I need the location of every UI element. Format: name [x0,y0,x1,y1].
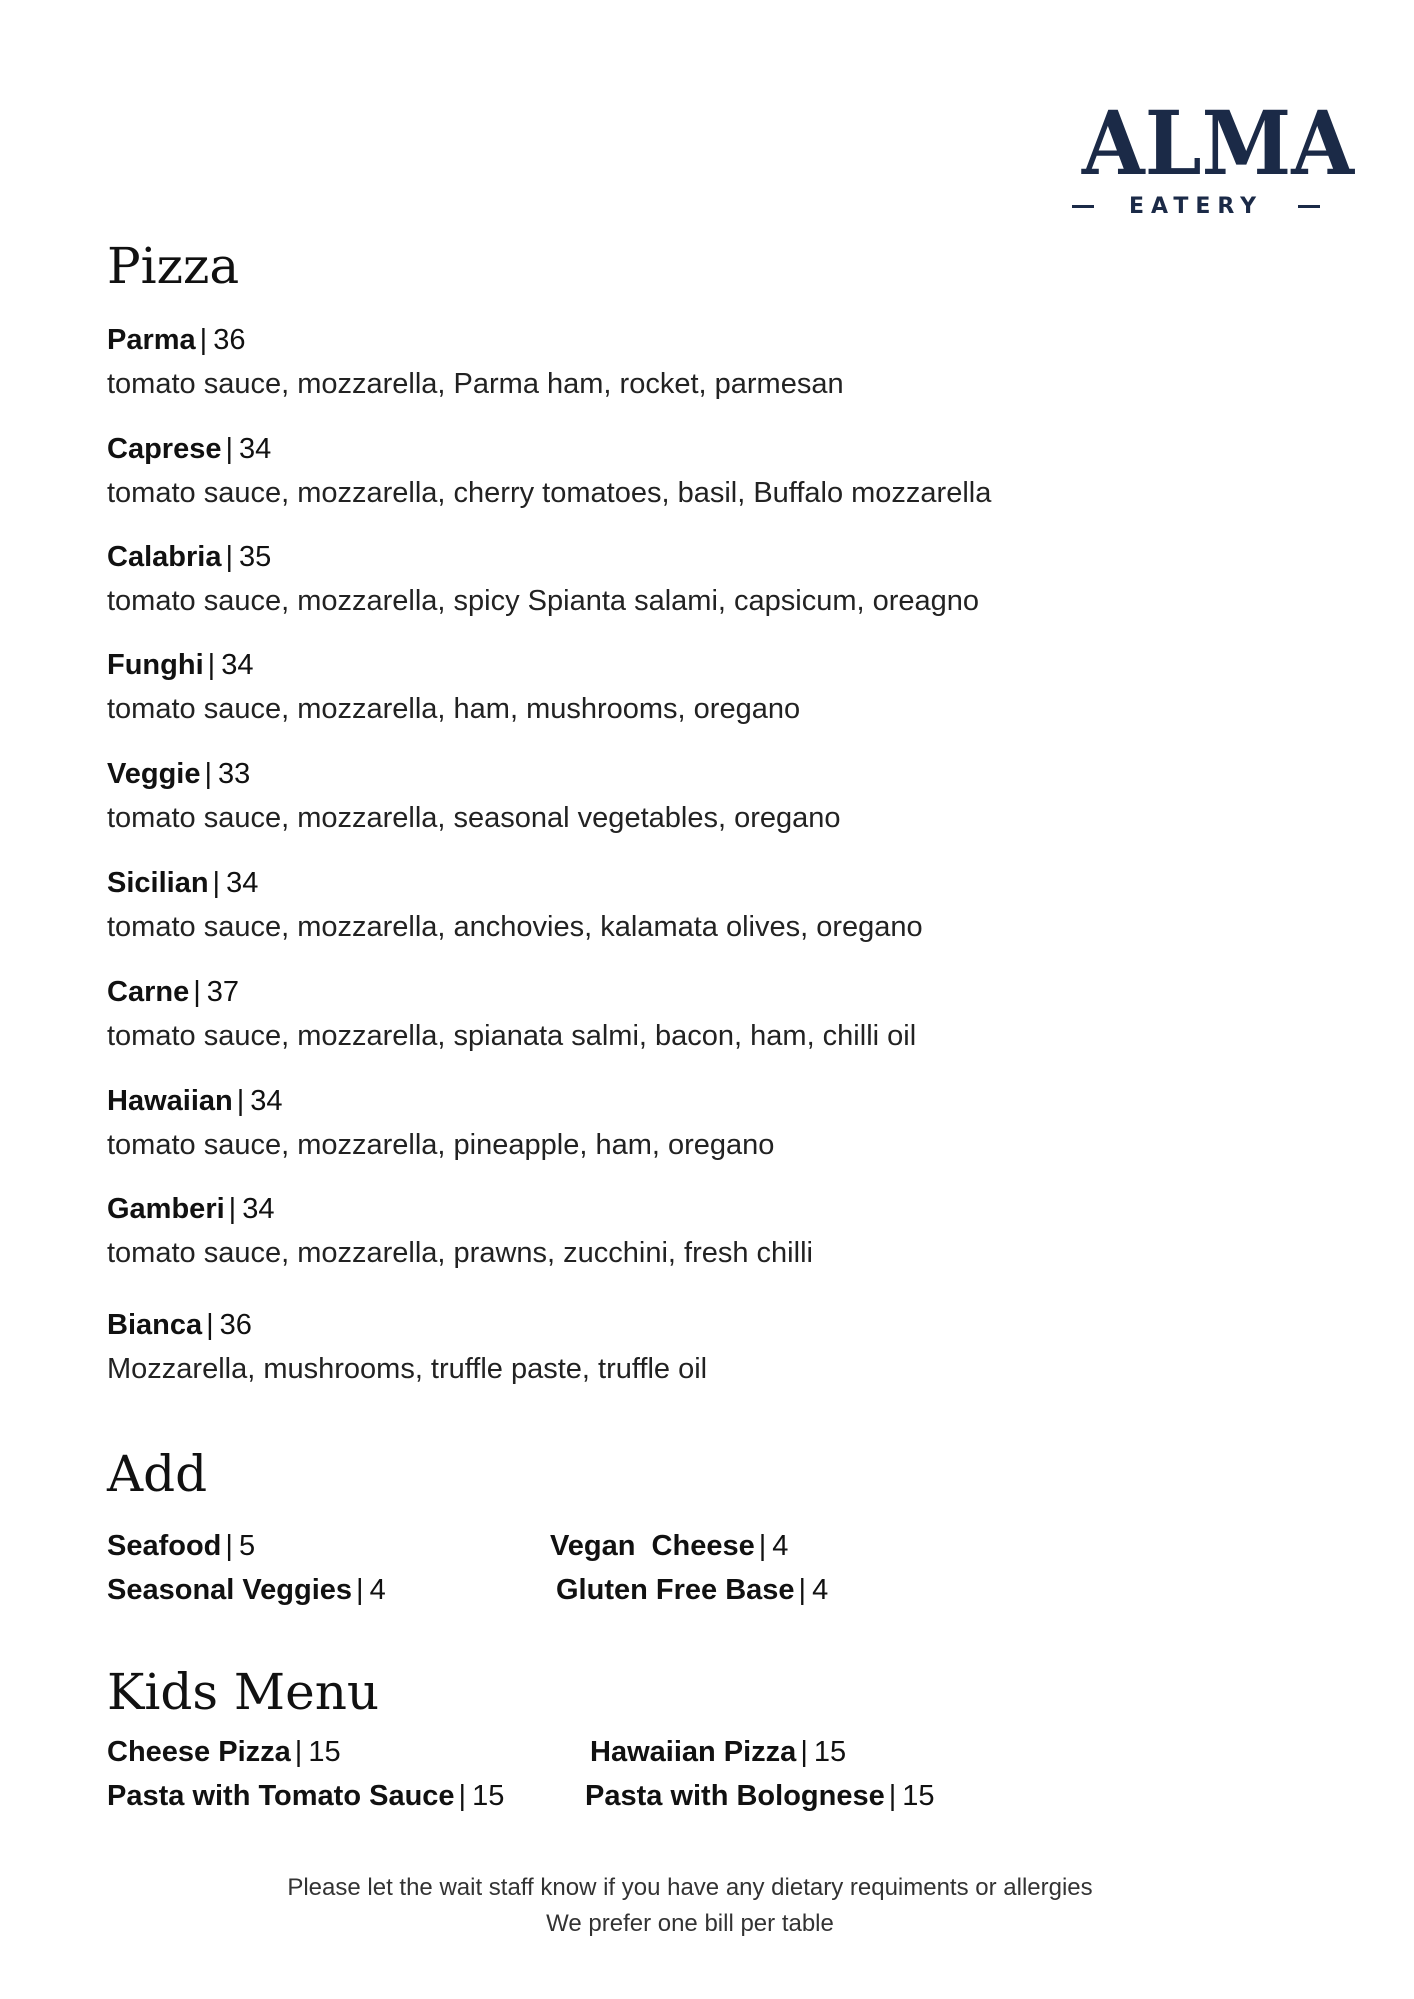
pizza-item [107,322,844,402]
logo-wordmark: ALMA [1081,91,1355,195]
separator: | [193,976,201,1008]
pizza-description: tomato sauce, mozzarella, ham, mushrooms, oregano [107,693,801,725]
pizza-name: Veggie [107,758,201,790]
pizza-name: Caprese [107,433,222,465]
pizza-price: 35 [239,541,272,573]
alma-eatery-logo [1072,91,1355,219]
pizza-price: 36 [219,1309,252,1341]
separator: | [236,1085,245,1117]
pizza-item [107,647,800,727]
separator: | [204,758,213,790]
pizza-name: Carne [107,976,190,1008]
pizza-price: 33 [218,758,251,790]
pizza-price: 36 [213,324,246,356]
dash-icon [1298,205,1320,208]
pizza-description: tomato sauce, mozzarella, spianata salmi, bacon, ham, chilli oil [107,1020,917,1052]
pizza-name: Calabria [107,541,222,573]
pizza-item-header [107,647,800,683]
pizza-item-header [107,1083,774,1119]
separator: | [199,324,208,356]
dietary-notice: Please let the wait staff know if you have any dietary requiments or allergies [287,1874,1093,1901]
pizza-name: Parma [107,324,196,356]
pizza-item [107,539,979,619]
pizza-item-header [107,1191,813,1227]
pizza-price: 34 [226,867,259,899]
bill-notice: We prefer one bill per table [546,1910,834,1937]
add-item-gluten-free-base: Gluten Free Base | 4 [556,1574,829,1606]
separator: | [228,1193,237,1225]
pizza-item [107,431,991,511]
kids-item-pasta-bolognese: Pasta with Bolognese | 15 [585,1780,935,1812]
separator: | [225,433,234,465]
pizza-name: Hawaiian [107,1085,233,1117]
pizza-item-header [107,539,979,575]
pizza-description: tomato sauce, mozzarella, prawns, zucchini, fresh chilli [107,1237,813,1269]
pizza-name: Sicilian [107,867,209,899]
logo-subtitle-row [1072,194,1320,219]
dash-icon [1072,205,1094,208]
kids-item-pasta-tomato: Pasta with Tomato Sauce | 15 [107,1780,505,1812]
pizza-price: 34 [221,649,254,681]
pizza-item-header [107,756,841,792]
pizza-description: tomato sauce, mozzarella, pineapple, ham, oregano [107,1129,775,1161]
add-section-title: Add [107,1445,208,1503]
pizza-item [107,1307,707,1387]
kids-item-hawaiian-pizza: Hawaiian Pizza | 15 [590,1736,847,1768]
pizza-price: 34 [250,1085,283,1117]
add-item-seasonal-veggies: Seasonal Veggies | 4 [107,1574,386,1606]
pizza-item-header [107,974,916,1010]
pizza-item [107,1083,774,1163]
pizza-description: tomato sauce, mozzarella, cherry tomatoes, basil, Buffalo mozzarella [107,477,992,509]
separator: | [212,867,221,899]
pizza-item [107,756,841,836]
pizza-name: Funghi [107,649,204,681]
pizza-item-header [107,1307,707,1343]
separator: | [206,1309,214,1341]
kids-section-title: Kids Menu [107,1663,380,1721]
pizza-description: tomato sauce, mozzarella, anchovies, kalamata olives, oregano [107,911,923,943]
pizza-description: tomato sauce, mozzarella, seasonal vegetables, oregano [107,802,841,834]
add-item-vegan-cheese: Vegan Cheese | 4 [550,1530,789,1562]
pizza-price: 34 [242,1193,275,1225]
pizza-item-header [107,322,844,358]
separator: | [225,541,233,573]
logo-subtitle: EATERY [1128,194,1264,219]
kids-item-cheese-pizza: Cheese Pizza | 15 [107,1736,341,1768]
pizza-item-header [107,865,923,901]
pizza-item-header [107,431,991,467]
pizza-item [107,865,923,945]
pizza-name: Gamberi [107,1193,225,1225]
add-item-seafood: Seafood | 5 [107,1530,256,1562]
pizza-description: tomato sauce, mozzarella, Parma ham, rocket, parmesan [107,368,844,400]
pizza-description: tomato sauce, mozzarella, spicy Spianta salami, capsicum, oreagno [107,585,980,617]
pizza-price: 37 [206,976,240,1008]
pizza-section-title: Pizza [107,237,240,295]
pizza-item [107,1191,813,1271]
pizza-item [107,974,916,1054]
pizza-description: Mozzarella, mushrooms, truffle paste, truffle oil [107,1353,708,1385]
separator: | [207,649,216,681]
pizza-name: Bianca [107,1309,203,1341]
pizza-price: 34 [239,433,272,465]
